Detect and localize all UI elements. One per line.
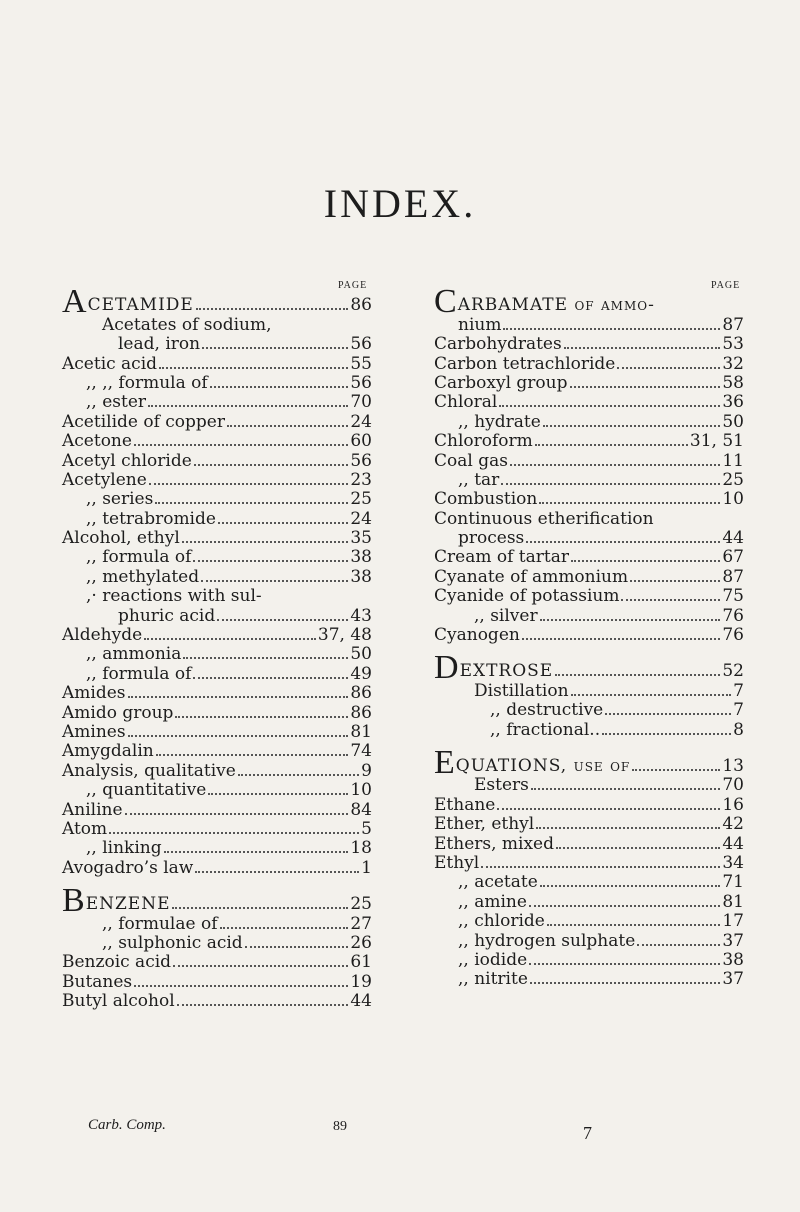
index-entry-label: Carbon tetrachloride — [434, 353, 616, 374]
index-entry-label: Benzoic acid — [62, 952, 172, 973]
dot-leader — [164, 851, 349, 853]
index-entry — [434, 354, 744, 373]
index-entry-page: 81 — [722, 891, 744, 912]
index-entry-page: 87 — [722, 314, 744, 335]
index-entry-page: 27 — [350, 913, 372, 934]
index-entry-label: Avogadro’s law — [62, 857, 194, 878]
index-entry — [434, 509, 744, 528]
dot-leader — [605, 713, 731, 715]
page-number: 89 — [333, 1119, 347, 1134]
dot-leader — [218, 522, 348, 524]
dot-leader — [155, 502, 348, 504]
dot-leader — [193, 677, 348, 679]
index-entry-page: 86 — [350, 295, 372, 316]
dot-leader — [555, 674, 720, 676]
dot-leader — [547, 924, 721, 926]
index-entry-page: 37 — [722, 930, 744, 951]
index-entry — [62, 800, 372, 819]
index-entry — [62, 315, 372, 334]
index-entry — [434, 315, 744, 334]
index-entry-page: 24 — [350, 411, 372, 432]
dot-leader — [172, 907, 348, 909]
index-entry — [62, 858, 372, 877]
index-entry — [434, 471, 744, 490]
index-entry-page: 36 — [722, 392, 744, 413]
index-entry-page: 34 — [722, 852, 744, 873]
index-entry — [434, 720, 744, 739]
dot-leader — [499, 405, 720, 407]
index-entry-page: 24 — [350, 508, 372, 529]
dot-leader — [637, 944, 720, 946]
index-entry — [62, 432, 372, 451]
index-entry — [434, 432, 744, 451]
dot-leader — [503, 328, 720, 330]
dot-leader — [497, 808, 720, 810]
index-entry — [62, 882, 372, 920]
index-entry-page: 11 — [722, 450, 744, 471]
index-entry-label: ,, chloride — [458, 911, 545, 932]
index-entry — [434, 548, 744, 567]
dot-leader — [156, 754, 349, 756]
index-entry-page: 23 — [350, 469, 372, 490]
dot-leader — [149, 483, 349, 485]
index-entry-page: 31, 51 — [689, 431, 744, 452]
page-title: INDEX. — [323, 181, 477, 226]
dot-leader — [202, 347, 348, 349]
index-entry-label: Cyanogen — [434, 625, 520, 646]
index-entry-label: ,, fractional.. — [490, 719, 601, 740]
index-entry-label — [62, 882, 171, 920]
index-entry — [434, 776, 744, 795]
index-entry — [62, 548, 372, 567]
index-entry-label: Chloral — [434, 392, 498, 413]
index-entry-label: ,, tar — [458, 469, 500, 490]
index-entry — [62, 490, 372, 509]
dot-leader — [194, 464, 349, 466]
index-entry-label: Alcohol, ethyl — [62, 528, 180, 549]
index-entry-page: 86 — [350, 683, 372, 704]
index-entry — [434, 743, 744, 781]
index-entry — [62, 567, 372, 586]
index-entry-page: 17 — [722, 911, 744, 932]
index-entry — [434, 931, 744, 950]
index-entry-label: ,, destructive — [490, 700, 604, 721]
index-entry-page: 18 — [350, 838, 372, 859]
dot-leader — [134, 985, 348, 987]
index-entry-page: 86 — [350, 702, 372, 723]
index-entry-label — [434, 743, 631, 781]
dot-leader — [128, 735, 349, 737]
index-entry-page: 74 — [350, 741, 372, 762]
index-entry-label: ,, acetate — [458, 872, 538, 893]
index-entry — [62, 992, 372, 1011]
index-entry — [434, 912, 744, 931]
index-entry — [62, 684, 372, 703]
signature-mark: Carb. Comp. — [88, 1117, 166, 1133]
index-entry-page: 58 — [722, 372, 744, 393]
dot-leader — [227, 425, 348, 427]
index-entry-page: 7 — [733, 680, 744, 701]
index-entry — [62, 529, 372, 548]
dot-leader — [540, 619, 721, 621]
section-initial: C — [434, 283, 457, 321]
dot-leader — [602, 733, 731, 735]
dot-leader — [535, 444, 688, 446]
dot-leader — [144, 638, 316, 640]
index-entry-label: Butyl alcohol — [62, 991, 175, 1012]
index-entry-page: 87 — [722, 566, 744, 587]
index-entry-page: 71 — [722, 872, 744, 893]
dot-leader — [217, 619, 348, 621]
dot-leader — [529, 963, 720, 965]
index-entry — [62, 471, 372, 490]
dot-leader — [148, 405, 348, 407]
index-entry-label: Aldehyde — [62, 625, 143, 646]
section-heading-text: QUATIONS, use of — [455, 755, 631, 776]
index-entry-page: 42 — [722, 814, 744, 835]
index-entry-label: Ether, ethyl — [434, 814, 535, 835]
index-entry-page: 38 — [722, 949, 744, 970]
index-entry-page: 70 — [722, 775, 744, 796]
index-entry-page: 26 — [350, 932, 372, 953]
index-entry-label: Continuous etherification — [434, 508, 654, 529]
index-entry-label — [434, 283, 655, 321]
index-entry-page: 52 — [722, 661, 744, 682]
index-entry-label: Acetates of sodium, — [102, 314, 272, 335]
index-entry-page: 10 — [722, 489, 744, 510]
index-entry-label: Coal gas — [434, 450, 508, 471]
index-entry-page: 44 — [722, 528, 744, 549]
index-entry-label: Amines — [62, 721, 126, 742]
index-entry-page: 75 — [722, 586, 744, 607]
dot-leader — [159, 367, 348, 369]
index-entry — [62, 781, 372, 800]
index-entry-label: process — [458, 528, 525, 549]
index-entry-page: 49 — [350, 663, 372, 684]
index-entry — [434, 335, 744, 354]
index-entry — [434, 649, 744, 687]
dot-leader — [481, 866, 720, 868]
index-entry — [62, 934, 372, 953]
index-entry-label: ,· reactions with sul- — [86, 586, 262, 607]
index-entry-label: phuric acid — [118, 605, 216, 626]
section-initial: B — [62, 882, 85, 920]
index-entry-label: ,, hydrogen sulphate — [458, 930, 636, 951]
section-initial: D — [434, 649, 459, 687]
index-entry — [62, 953, 372, 972]
index-entry — [62, 451, 372, 470]
index-entry-label: Acetic acid — [62, 353, 158, 374]
index-entry-label: nium — [458, 314, 502, 335]
index-entry-label: Acetone — [62, 431, 132, 452]
index-entry-label: Analysis, qualitative — [62, 760, 236, 781]
index-entry — [434, 451, 744, 470]
index-entry — [62, 839, 372, 858]
index-entry-label: ,, nitrite — [458, 969, 528, 990]
dot-leader — [617, 367, 720, 369]
dot-leader — [501, 483, 720, 485]
index-entry-label: ,, linking — [86, 838, 162, 859]
index-entry — [62, 606, 372, 625]
index-entry-label: Chloroform — [434, 431, 533, 452]
dot-leader — [571, 694, 732, 696]
index-entry-page: 37, 48 — [317, 625, 372, 646]
dot-leader — [208, 793, 348, 795]
dot-leader — [571, 560, 720, 562]
index-entry-label: Ethyl — [434, 852, 480, 873]
dot-leader — [128, 696, 349, 698]
dot-leader — [530, 982, 720, 984]
dot-leader — [529, 905, 720, 907]
index-entry-label — [434, 649, 554, 687]
index-entry — [434, 606, 744, 625]
dot-leader — [536, 827, 720, 829]
index-entry — [434, 873, 744, 892]
index-entry — [62, 742, 372, 761]
index-entry — [434, 681, 744, 700]
index-entry-label: Ethane — [434, 794, 496, 815]
index-entry-page: 43 — [350, 605, 372, 626]
index-entry-label: ,, hydrate — [458, 411, 541, 432]
index-entry-label: ,, formula of — [86, 663, 192, 684]
dot-leader — [183, 657, 348, 659]
index-entry-label: Esters — [474, 775, 529, 796]
index-entry-label: Cream of tartar — [434, 547, 569, 568]
dot-leader — [564, 347, 721, 349]
index-entry-label: ,, iodide — [458, 949, 528, 970]
section-heading-text: EXTROSE — [459, 661, 554, 682]
section-heading-text: ENZENE — [85, 894, 171, 915]
index-entry-page: 56 — [350, 372, 372, 393]
dot-leader — [196, 308, 349, 310]
index-entry-page: 56 — [350, 334, 372, 355]
index-entry — [62, 335, 372, 354]
index-entry — [62, 393, 372, 412]
index-entry-page: 13 — [722, 755, 744, 776]
index-entry-page: 5 — [361, 818, 372, 839]
index-entry-label — [62, 283, 194, 321]
dot-leader — [621, 599, 720, 601]
dot-leader — [195, 871, 359, 873]
index-entry-page: 44 — [350, 991, 372, 1012]
index-entry — [62, 914, 372, 933]
index-entry-page: 7 — [733, 700, 744, 721]
index-entry-page: 76 — [722, 605, 744, 626]
index-entry — [434, 815, 744, 834]
section-heading-text: ARBAMATE of ammo- — [457, 295, 655, 316]
index-entry-label: ,, formula of — [86, 547, 192, 568]
index-entry-page: 38 — [350, 566, 372, 587]
index-entry — [434, 490, 744, 509]
index-entry-page: 55 — [350, 353, 372, 374]
index-entry-page: 61 — [350, 952, 372, 973]
index-entry — [62, 664, 372, 683]
index-entry — [62, 587, 372, 606]
index-entry-label: ,, ester — [86, 392, 147, 413]
dot-leader — [173, 965, 348, 967]
index-entry-page: 38 — [350, 547, 372, 568]
index-entry-label: ,, amine — [458, 891, 527, 912]
index-entry-page: 25 — [350, 894, 372, 915]
index-entry — [434, 701, 744, 720]
index-entry-label: ,, sulphonic acid — [102, 932, 243, 953]
index-entry-label: ,, quantitative — [86, 780, 207, 801]
index-entry-page: 1 — [361, 857, 372, 878]
index-entry-page: 16 — [722, 794, 744, 815]
sheet-mark: 7 — [583, 1123, 592, 1143]
index-entry-page: 9 — [361, 760, 372, 781]
index-entry-page: 84 — [350, 799, 372, 820]
index-entry-page: 60 — [350, 431, 372, 452]
dot-leader — [245, 946, 349, 948]
dot-leader — [540, 885, 721, 887]
index-entry-label: ,, silver — [474, 605, 538, 626]
index-entry — [62, 354, 372, 373]
index-entry — [434, 529, 744, 548]
index-entry-label: Aniline — [62, 799, 123, 820]
index-entry-page: 25 — [350, 489, 372, 510]
index-entry — [62, 703, 372, 722]
index-entry — [62, 972, 372, 991]
dot-leader — [201, 580, 348, 582]
index-entry-label: lead, iron — [118, 334, 201, 355]
index-entry-page: 44 — [722, 833, 744, 854]
index-entry-label: Acetyl chloride — [62, 450, 192, 471]
index-entry-label: Acetylene — [62, 469, 147, 490]
dot-leader — [125, 813, 349, 815]
index-entry — [434, 951, 744, 970]
section-initial: E — [434, 743, 455, 781]
index-entry-label: ,, ,, formula of — [86, 372, 208, 393]
index-entry — [62, 412, 372, 431]
index-entry — [434, 393, 744, 412]
index-entry — [434, 412, 744, 431]
index-entry-label: Carboxyl group — [434, 372, 568, 393]
dot-leader — [238, 774, 359, 776]
index-entry-page: 70 — [350, 392, 372, 413]
index-entry-page: 76 — [722, 625, 744, 646]
dot-leader — [510, 464, 720, 466]
index-entry-label: Amido group — [62, 702, 174, 723]
index-entry — [62, 626, 372, 645]
index-entry-label: Cyanide of potassium — [434, 586, 620, 607]
index-entry-label: Ethers, mixed — [434, 833, 554, 854]
index-entry-label: Combustion — [434, 489, 538, 510]
index-entry — [434, 567, 744, 586]
index-entry — [434, 834, 744, 853]
dot-leader — [531, 788, 720, 790]
dot-leader — [220, 927, 349, 929]
index-entry-page: 37 — [722, 969, 744, 990]
dot-leader — [556, 847, 720, 849]
dot-leader — [210, 386, 349, 388]
index-entry-page: 50 — [722, 411, 744, 432]
index-entry-page: 35 — [350, 528, 372, 549]
index-entry-page: 10 — [350, 780, 372, 801]
dot-leader — [134, 444, 348, 446]
index-entry — [62, 509, 372, 528]
index-entry-page: 81 — [350, 721, 372, 742]
index-entry-page: 67 — [722, 547, 744, 568]
index-entry-label: ,, tetrabromide — [86, 508, 216, 529]
index-entry-label: Amygdalin — [62, 741, 154, 762]
index-entry-page: 25 — [722, 469, 744, 490]
index-entry-label: Butanes — [62, 971, 133, 992]
index-entry-label: ,, methylated — [86, 566, 200, 587]
index-entry-page: 32 — [722, 353, 744, 374]
index-entry-label: Distillation — [474, 680, 569, 701]
section-heading-text: CETAMIDE — [87, 295, 194, 316]
index-entry-label: ,, ammonia — [86, 644, 182, 665]
index-entry — [434, 892, 744, 911]
page-column-label-right: PAGE — [711, 280, 741, 291]
index-entry — [434, 374, 744, 393]
index-entry — [434, 587, 744, 606]
dot-leader — [522, 638, 721, 640]
index-entry-label: Carbohydrates — [434, 334, 562, 355]
dot-leader — [543, 425, 721, 427]
dot-leader — [109, 832, 359, 834]
index-entry-label: ,, formulae of — [102, 913, 218, 934]
page-column-label-left: PAGE — [338, 280, 368, 291]
dot-leader — [570, 386, 721, 388]
index-entry — [434, 626, 744, 645]
index-entry-label: Atom — [62, 818, 108, 839]
dot-leader — [182, 541, 349, 543]
index-entry-page: 50 — [350, 644, 372, 665]
index-entry-page: 19 — [350, 971, 372, 992]
index-entry-page: 53 — [722, 334, 744, 355]
index-entry — [434, 970, 744, 989]
dot-leader — [193, 560, 348, 562]
dot-leader — [526, 541, 720, 543]
index-entry — [62, 374, 372, 393]
index-entry — [62, 723, 372, 742]
index-entry-page: 56 — [350, 450, 372, 471]
index-entry-label: Amides — [62, 683, 126, 704]
index-entry-page: 8 — [733, 719, 744, 740]
index-entry-label: Cyanate of ammonium — [434, 566, 629, 587]
section-initial: A — [62, 283, 87, 321]
index-entry — [62, 761, 372, 780]
index-entry — [434, 795, 744, 814]
dot-leader — [630, 580, 720, 582]
dot-leader — [632, 769, 720, 771]
index-entry — [62, 645, 372, 664]
dot-leader — [539, 502, 720, 504]
dot-leader — [175, 716, 348, 718]
index-entry-label: ,, series — [86, 489, 154, 510]
index-entry — [62, 820, 372, 839]
dot-leader — [177, 1004, 349, 1006]
index-entry — [434, 854, 744, 873]
index-entry-label: Acetilide of copper — [62, 411, 225, 432]
